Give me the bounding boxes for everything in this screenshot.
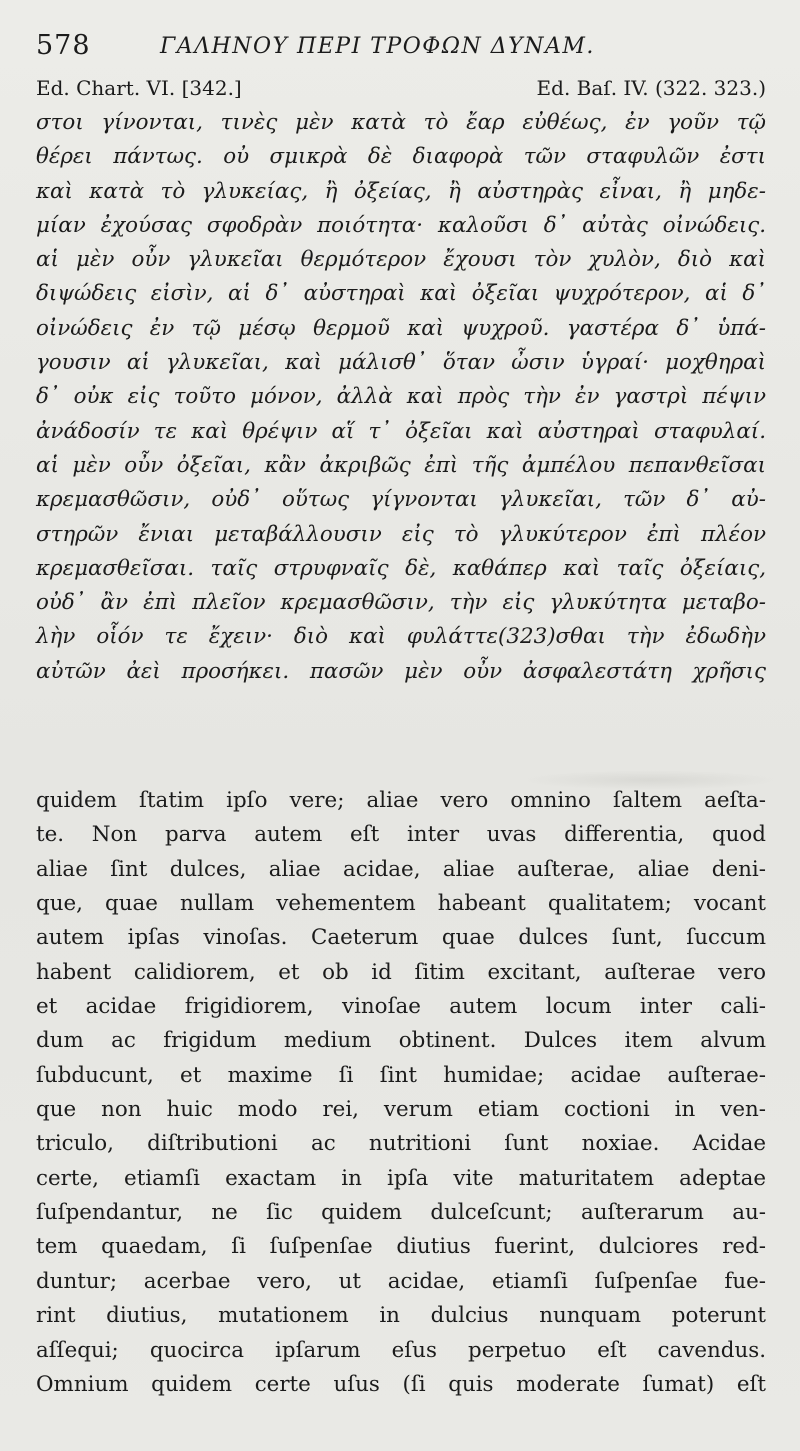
- latin-line: que, quae nullam vehementem habeant qualitatem; vocant: [36, 891, 766, 917]
- latin-line: tem quaedam, ſi ſuſpenſae diutius fuerint, dulciores red-: [36, 1234, 766, 1260]
- greek-line: οἰνώδεις ἐν τῷ μέσῳ θερμοῦ καὶ ψυχροῦ. γαστέρα δ᾽ ὑπά-: [36, 315, 766, 341]
- latin-line: rint diutius, mutationem in dulcius nunquam poterunt: [36, 1303, 766, 1329]
- latin-line: et acidae frigidiorem, vinoſae autem locum inter cali-: [36, 994, 766, 1020]
- greek-line: στηρῶν ἔνιαι μεταβάλλουσιν εἰς τὸ γλυκύτερον ἐπὶ πλέον: [36, 521, 766, 547]
- greek-line: αἱ μὲν οὖν ὀξεῖαι, κἂν ἀκριβῶς ἐπὶ τῆς ἀμπέλου πεπανθεῖσαι: [36, 452, 766, 478]
- latin-line: autem ipſas vinoſas. Caeterum quae dulces ſunt, ſuccum: [36, 925, 766, 951]
- greek-line: μίαν ἐχούσας σφοδρὰν ποιότητα· καλοῦσι δ᾽ αὐτὰς οἰνώδεις.: [36, 212, 766, 238]
- page-number: 578: [36, 30, 91, 61]
- greek-line: ἀνάδοσίν τε καὶ θρέψιν αἵ τ᾽ ὀξεῖαι καὶ αὐστηραὶ σταφυλαί.: [36, 418, 766, 444]
- latin-text-block: [36, 784, 766, 1402]
- page-header: [36, 30, 766, 70]
- edition-references: [36, 76, 766, 104]
- latin-line: habent calidiorem, et ob id ſitim excitant, auſterae vero: [36, 959, 766, 985]
- latin-line: te. Non parva autem eſt inter uvas differentia, quod: [36, 822, 766, 848]
- greek-line: θέρει πάντως. οὐ σμικρὰ δὲ διαφορὰ τῶν σταφυλῶν ἐστι: [36, 144, 766, 170]
- greek-line: λὴν οἷόν τε ἔχειν· διὸ καὶ φυλάττε(323)σθαι τὴν ἐδωδὴν: [36, 624, 766, 650]
- greek-line: οὐδ᾽ ἂν ἐπὶ πλεῖον κρεμασθῶσιν, τὴν εἰς γλυκύτητα μεταβο-: [36, 590, 766, 616]
- greek-line: γουσιν αἱ γλυκεῖαι, καὶ μάλισθ᾽ ὅταν ὦσιν ὑγραί· μοχθηραὶ: [36, 350, 766, 376]
- greek-line: διψώδεις εἰσὶν, αἱ δ᾽ αὐστηραὶ καὶ ὀξεῖαι ψυχρότερον, αἱ δ᾽: [36, 281, 766, 307]
- latin-line: triculo, diſtributioni ac nutritioni ſunt noxiae. Acidae: [36, 1131, 766, 1157]
- greek-line: δ᾽ οὐκ εἰς τοῦτο μόνον, ἀλλὰ καὶ πρὸς τὴν ἐν γαστρὶ πέψιν: [36, 384, 766, 410]
- greek-line: στοι γίνονται, τινὲς μὲν κατὰ τὸ ἔαρ εὐθέως, ἐν γοῦν τῷ: [36, 110, 766, 135]
- greek-line: αὐτῶν ἀεὶ προσήκει. πασῶν μὲν οὖν ἀσφαλεστάτη χρῆσις: [36, 658, 766, 684]
- latin-line: quidem ſtatim ipſo vere; aliae vero omnino ſaltem aeſta-: [36, 788, 766, 813]
- latin-line: ſuſpendantur, ne ſic quidem dulceſcunt; auſterarum au-: [36, 1200, 766, 1226]
- running-head: ΓΑΛΗΝΟΥ ΠΕΡΙ ΤΡΟΦΩΝ ΔΥΝΑΜ.: [160, 34, 595, 59]
- greek-text-block: [36, 106, 766, 689]
- latin-line: duntur; acerbae vero, ut acidae, etiamſi ſuſpenſae fue-: [36, 1268, 766, 1294]
- edition-chartier: Ed. Chart. VI. [342.]: [36, 76, 242, 100]
- latin-line: aliae ſint dulces, aliae acidae, aliae auſterae, aliae deni-: [36, 856, 766, 882]
- latin-line: certe, etiamſi exactam in ipſa vite maturitatem adeptae: [36, 1165, 766, 1191]
- latin-line: dum ac frigidum medium obtinent. Dulces item alvum: [36, 1028, 766, 1054]
- latin-line: ſubducunt, et maxime ſi ſint humidae; acidae auſterae-: [36, 1062, 766, 1088]
- latin-line: aſſequi; quocirca ipſarum eſus perpetuo eſt cavendus.: [36, 1337, 766, 1363]
- greek-line: καὶ κατὰ τὸ γλυκείας, ἢ ὀξείας, ἢ αὐστηρὰς εἶναι, ἢ μηδε-: [36, 178, 766, 204]
- greek-line: κρεμασθεῖσαι. ταῖς στρυφναῖς δὲ, καθάπερ καὶ ταῖς ὀξείαις,: [36, 555, 766, 581]
- latin-line: Omnium quidem certe uſus (ſi quis moderate ſumat) eſt: [36, 1371, 766, 1397]
- latin-line: que non huic modo rei, verum etiam coctioni in ven-: [36, 1097, 766, 1123]
- edition-basel: Ed. Baſ. IV. (322. 323.): [536, 76, 766, 100]
- greek-line: αἱ μὲν οὖν γλυκεῖαι θερμότερον ἔχουσι τὸν χυλὸν, διὸ καὶ: [36, 247, 766, 273]
- greek-line: κρεμασθῶσιν, οὐδ᾽ οὕτως γίγνονται γλυκεῖαι, τῶν δ᾽ αὐ-: [36, 487, 766, 513]
